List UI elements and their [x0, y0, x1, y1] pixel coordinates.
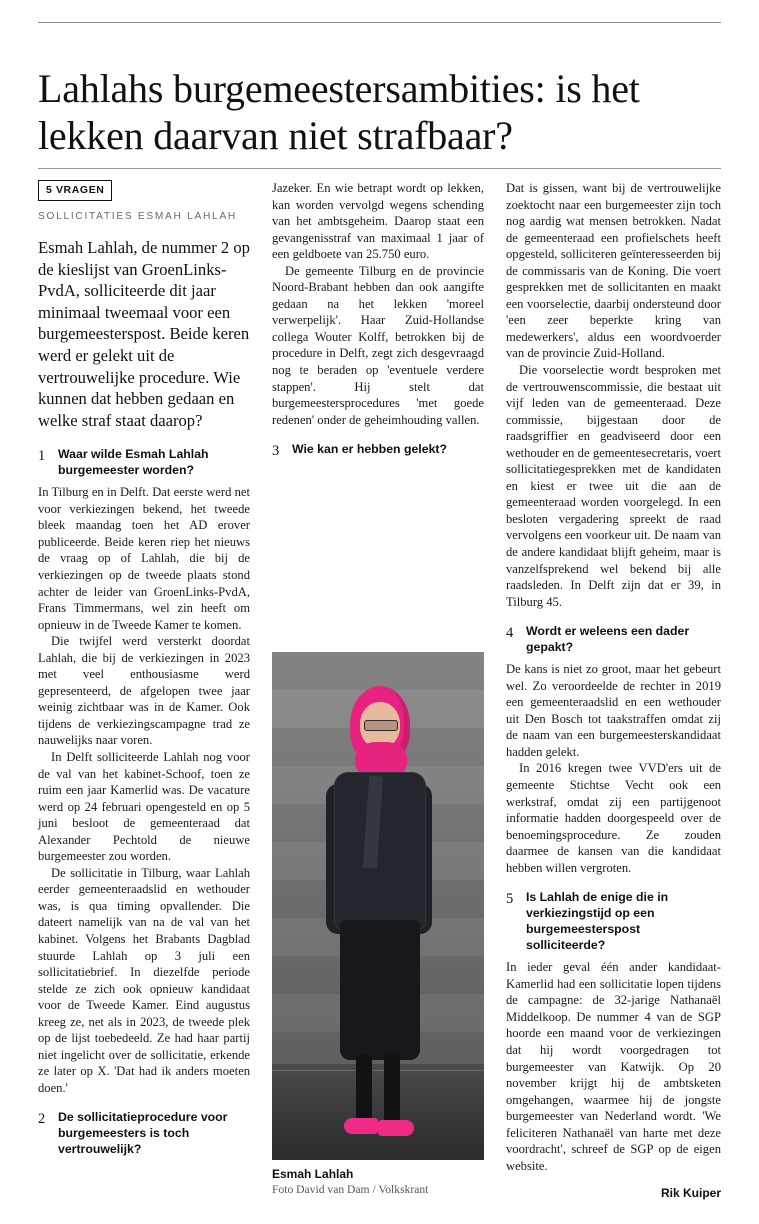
- subject-shoe-right: [378, 1120, 414, 1136]
- question-1: [38, 447, 250, 479]
- column-1: [38, 180, 250, 1163]
- col1-paragraph-2: Die twijfel werd versterkt doordat Lahlah, die bij de verkiezingen in 2023 met veel enthousiasme werd gepresenteerd, de afgelopen twee jaar weinig zichtbaar was in de Kamer. Ook tijdens de verkiezingscampagne trad ze nauwelijks naar voren.: [38, 634, 250, 748]
- col1-paragraph-4: De sollicitatie in Tilburg, waar Lahlah eerder gemeenteraadslid en wethouder was, is qua timing opvallender. Die dateert namelijk van na de val van het kabinet. Volgens het Brabants Dagblad stuurde Lahlah op 3 juli een sollicitatiebrief. In diezelfde periode stelde ze zich ook opnieuw kandidaat voor de Tweede Kamer. Eind augustus kreeg ze, net als in 2023, de tweede plek op de lijst toebedeeld. Ze had haar partij niet ingelicht over de sollicitatie, erkende ze later op X. 'Dat had ik anders moeten doen.': [38, 865, 250, 1095]
- question-3-number: 3: [272, 443, 280, 460]
- question-4-text: Wordt er weleens een dader gepakt?: [526, 624, 690, 655]
- column-3: [506, 180, 721, 1174]
- col1-paragraph-1: In Tilburg en in Delft. Dat eerste werd net voor verkiezingen bekend, het tweede bleek maandag toen het AD erover publiceerde. Beide keren riep het nieuws de vraag op of Lahlah, die bij de verkiezingen op de tweede plaats stond achter de leider van GroenLinks-PvdA, Frans Timmermans, wel zin heeft om opnieuw in de Tweede Kamer te komen.: [38, 485, 250, 632]
- photo-caption-credit: Foto David van Dam / Volkskrant: [272, 1183, 429, 1196]
- question-5: [506, 890, 721, 954]
- column-2: [272, 180, 484, 463]
- col3-paragraph-5: In ieder geval één ander kandidaat-Kamerlid had een sollicitatie lopen tijdens de campagne: de 32-jarige Nathanaël Middelkoop. De nummer 4 van de SGP hoorde een maand voor de verkiezingen dat hij wordt voorgedragen tot burgemeester van Katwijk. Op 20 november krijgt hij de ambtsketen omgehangen, waarmee hij de jongste burgemeester van Nederland wordt. 'We feliciteren Nathanaël van harte met deze voordracht', schreef de SGP op de eigen website.: [506, 960, 721, 1173]
- col3-paragraph-2: Die voorselectie wordt besproken met de vertrouwenscommissie, die bestaat uit vijf leden van de gemeenteraad. Deze commissie, bijgestaan door de raadsgriffier en geadviseerd door een wethouder en de gemeentesecretaris, voert sollicitatiegesprekken met de kandidaten en kiest er twee uit die aan de gemeenteraad worden voorgelegd. In een besloten vergadering spreekt de raad vervolgens een voorkeur uit. De naam van de andere kandidaat blijft geheim, maar is vanzelfsprekend wel bekend bij alle raadsleden. In Delft zijn dat er 39, in Tilburg 45.: [506, 363, 721, 609]
- kicker-badge: 5 VRAGEN: [38, 180, 112, 201]
- byline: Rik Kuiper: [660, 1186, 721, 1200]
- subject-leg-right: [384, 1054, 400, 1124]
- col3-paragraph-3: De kans is niet zo groot, maar het gebeurt wel. Zo veroordeelde de rechter in 2019 een gemeenteraadslid en een wethouder uit Den Bosch tot taakstraffen omdat zij de naam van een burgemeesterskandidaat hadden gelekt.: [506, 662, 721, 759]
- question-2-number: 2: [38, 1111, 46, 1128]
- question-5-text: Is Lahlah de enige die in verkiezingstijd op een burgemeesterspost solliciteerde?: [526, 890, 669, 953]
- question-1-text: Waar wilde Esmah Lahlah burgemeester worden?: [58, 447, 209, 478]
- sub-kicker: SOLLICITATIES ESMAH LAHLAH: [38, 210, 237, 222]
- photo-figure: [272, 652, 484, 1196]
- photo-subject: [314, 680, 442, 1150]
- col2-paragraph-1: Jazeker. En wie betrapt wordt op lekken, kan worden vervolgd wegens schending van het ambtsgeheim. Daarop staat een gevangenisstraf van maximaal 1 jaar of een geldboete van 25.750 euro.: [272, 181, 484, 262]
- intro-paragraph: Esmah Lahlah, de nummer 2 op de kieslijst van GroenLinks-PvdA, solliciteerde dit jaar minimaal tweemaal voor een burgemeesterspost. Beide keren werd er gelekt uit de vertrouwelijke procedure. Wie kunnen dat hebben gedaan en welke straf staat daarop?: [38, 238, 250, 430]
- page-title: Lahlahs burgemeestersambities: is het lekken daarvan niet strafbaar?: [38, 65, 640, 158]
- subject-shoe-left: [344, 1118, 378, 1134]
- subject-glasses: [364, 720, 398, 731]
- question-1-number: 1: [38, 448, 46, 465]
- headline-divider: [38, 168, 721, 169]
- question-4-number: 4: [506, 625, 514, 642]
- subject-skirt: [340, 920, 420, 1060]
- question-2: [38, 1110, 250, 1158]
- col1-paragraph-3: In Delft solliciteerde Lahlah nog voor de val van het kabinet-Schoof, toen ze ruim een jaar Kamerlid was. De vacature werd op 24 februari opengesteld en op 5 juni besloot de gemeenteraad dat Alexander Pechtold de nieuwe burgemeester zou worden.: [38, 749, 250, 864]
- question-3: [272, 442, 484, 458]
- subject-leg-left: [356, 1054, 372, 1124]
- photo-caption-name: Esmah Lahlah: [272, 1167, 354, 1181]
- col2-paragraph-2: De gemeente Tilburg en de provincie Noord-Brabant hebben dan ook aangifte gedaan na het lekken 'moreel verwerpelijk'. Haar Zuid-Hollandse collega Wouter Kolff, betrokken bij de procedure in Delft, zegt zich desgevraagd nog te beraden op 'eventuele verdere stappen'. Hij stelt dat burgemeestersprocedures 'met goede redenen' onder de geheimhouding vallen.: [272, 263, 484, 427]
- question-2-text: De sollicitatieprocedure voor burgemeesters is toch vertrouwelijk?: [58, 1110, 228, 1157]
- top-divider: [38, 22, 721, 23]
- question-5-number: 5: [506, 891, 514, 908]
- col3-paragraph-1: Dat is gissen, want bij de vertrouwelijke zoektocht naar een burgemeester zijn toch nog aardig wat mensen betrokken. Nadat de gemeenteraad een profielschets heeft opgesteld, solliciteren geïnteresseerden bij de commissaris van de Koning. Die voert gesprekken met de sollicitanten en maakt een voorselectie, daarbij ondersteund door 'een zeer beperkte kring van medewerkers', aldus een woordvoerder van de provincie Zuid-Holland.: [506, 181, 721, 361]
- question-3-text: Wie kan er hebben gelekt?: [292, 442, 448, 457]
- col3-paragraph-4: In 2016 kregen twee VVD'ers uit de gemeente Stichtse Vecht ook een werkstraf, omdat zij een partijgenoot informatie hadden doorgespeeld over de benoemingsprocedure. Ze zouden daarmee de kansen van die kandidaat hebben willen vergroten.: [506, 761, 721, 875]
- photo-image: [272, 652, 484, 1160]
- question-4: [506, 624, 721, 656]
